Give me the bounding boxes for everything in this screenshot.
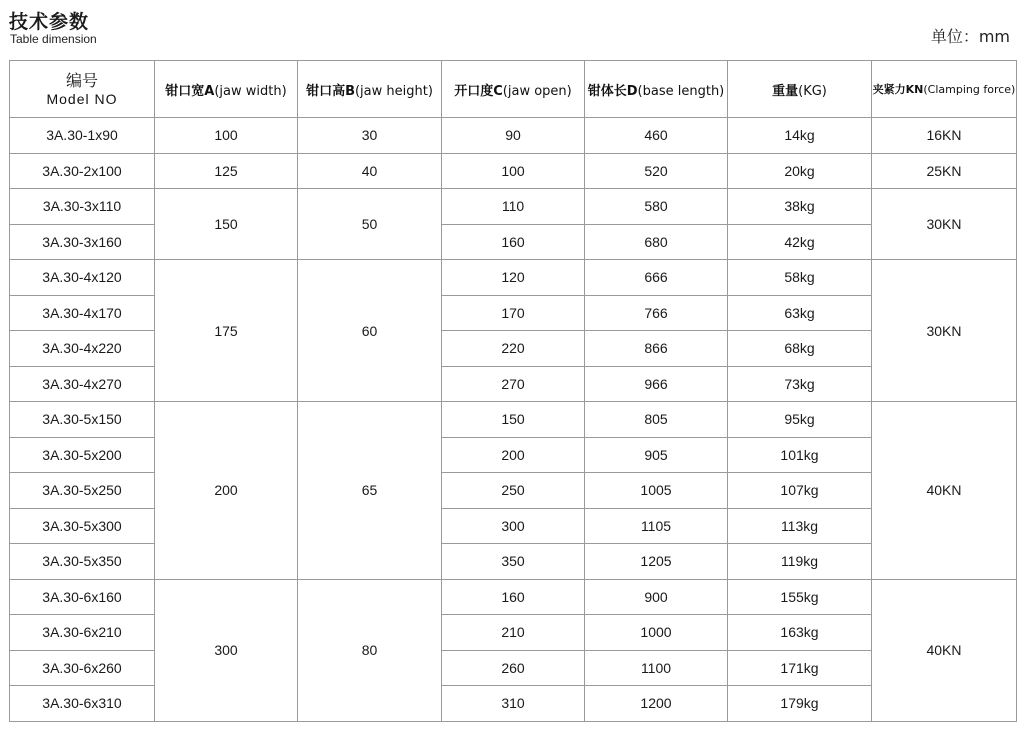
cell-jaw-open: 170 [442,295,585,331]
cell-jaw-open: 300 [442,508,585,544]
cell-weight: 171kg [728,650,872,686]
cell-model: 3A.30-4x220 [10,331,155,367]
col-header-jaw-open [442,61,585,118]
cell-clamping-force: 30KN [872,260,1017,402]
cell-base-length: 905 [585,437,728,473]
spec-table [9,60,1017,722]
cell-weight: 163kg [728,615,872,651]
cell-model: 3A.30-4x170 [10,295,155,331]
cell-weight: 63kg [728,295,872,331]
cell-base-length: 1200 [585,686,728,722]
cell-model: 3A.30-6x210 [10,615,155,651]
cell-jaw-height: 40 [298,153,442,189]
col-header-weight-cn: 重量 [772,83,799,99]
col-header-jaw-open-en: (jaw open) [502,83,572,99]
col-header-weight-en: (KG) [798,83,827,99]
cell-model: 3A.30-5x350 [10,544,155,580]
col-header-clamping-en: (Clamping force) [923,83,1016,96]
cell-base-length: 766 [585,295,728,331]
page-subtitle: Table dimension [10,32,97,46]
col-header-jaw-width-en: (jaw width) [214,83,287,99]
cell-jaw-open: 350 [442,544,585,580]
cell-base-length: 460 [585,118,728,154]
cell-base-length: 966 [585,366,728,402]
cell-base-length: 1100 [585,650,728,686]
cell-weight: 155kg [728,579,872,615]
cell-jaw-width: 175 [155,260,298,402]
cell-base-length: 866 [585,331,728,367]
table-header-row [10,61,1017,118]
col-header-clamping-force [872,61,1017,118]
cell-jaw-open: 120 [442,260,585,296]
cell-jaw-open: 250 [442,473,585,509]
cell-weight: 42kg [728,224,872,260]
cell-base-length: 900 [585,579,728,615]
cell-weight: 68kg [728,331,872,367]
cell-weight: 58kg [728,260,872,296]
table-row [10,118,1017,154]
cell-jaw-open: 150 [442,402,585,438]
col-header-jaw-width-cn: 钳口宽A [165,83,215,99]
cell-jaw-open: 160 [442,579,585,615]
col-header-model-en: Model NO [46,90,118,107]
table-row [10,260,1017,296]
cell-base-length: 580 [585,189,728,225]
col-header-jaw-height-cn: 钳口高B [306,83,355,99]
cell-jaw-width: 125 [155,153,298,189]
cell-jaw-open: 210 [442,615,585,651]
table-row [10,189,1017,225]
cell-base-length: 1000 [585,615,728,651]
cell-model: 3A.30-5x250 [10,473,155,509]
cell-jaw-height: 60 [298,260,442,402]
table-row [10,153,1017,189]
cell-jaw-open: 200 [442,437,585,473]
cell-base-length: 1005 [585,473,728,509]
cell-weight: 119kg [728,544,872,580]
cell-base-length: 680 [585,224,728,260]
cell-base-length: 1205 [585,544,728,580]
cell-jaw-open: 270 [442,366,585,402]
cell-model: 3A.30-4x120 [10,260,155,296]
cell-model: 3A.30-1x90 [10,118,155,154]
col-header-base-length-cn: 钳体长D [587,83,638,99]
col-header-model-cn: 编号 [65,70,98,90]
col-header-jaw-height [298,61,442,118]
cell-jaw-open: 90 [442,118,585,154]
cell-weight: 107kg [728,473,872,509]
cell-jaw-open: 220 [442,331,585,367]
cell-clamping-force: 40KN [872,579,1017,721]
table-row [10,579,1017,615]
cell-jaw-open: 110 [442,189,585,225]
cell-model: 3A.30-4x270 [10,366,155,402]
cell-jaw-open: 160 [442,224,585,260]
cell-model: 3A.30-6x310 [10,686,155,722]
cell-base-length: 1105 [585,508,728,544]
cell-jaw-width: 200 [155,402,298,580]
col-header-base-length [585,61,728,118]
cell-clamping-force: 30KN [872,189,1017,260]
cell-model: 3A.30-6x260 [10,650,155,686]
page-title: 技术参数 [9,11,90,33]
cell-weight: 113kg [728,508,872,544]
cell-jaw-height: 50 [298,189,442,260]
cell-jaw-open: 100 [442,153,585,189]
table-row [10,402,1017,438]
col-header-jaw-open-cn: 开口度C [454,83,503,99]
cell-weight: 101kg [728,437,872,473]
cell-model: 3A.30-3x110 [10,189,155,225]
col-header-weight [728,61,872,118]
col-header-jaw-width [155,61,298,118]
cell-jaw-height: 65 [298,402,442,580]
cell-model: 3A.30-5x200 [10,437,155,473]
cell-jaw-width: 100 [155,118,298,154]
cell-model: 3A.30-5x300 [10,508,155,544]
cell-base-length: 666 [585,260,728,296]
col-header-base-length-en: (base length) [637,83,725,99]
col-header-jaw-height-en: (jaw height) [354,83,433,99]
cell-jaw-width: 150 [155,189,298,260]
cell-clamping-force: 40KN [872,402,1017,580]
unit-label: 单位：mm [930,27,1010,46]
cell-weight: 95kg [728,402,872,438]
col-header-clamping-cn: 夹紧力KN [872,83,924,96]
cell-jaw-open: 260 [442,650,585,686]
cell-weight: 73kg [728,366,872,402]
cell-weight: 179kg [728,686,872,722]
cell-weight: 14kg [728,118,872,154]
cell-weight: 20kg [728,153,872,189]
cell-jaw-height: 30 [298,118,442,154]
cell-clamping-force: 16KN [872,118,1017,154]
col-header-model [10,61,155,118]
cell-jaw-open: 310 [442,686,585,722]
cell-model: 3A.30-5x150 [10,402,155,438]
cell-jaw-width: 300 [155,579,298,721]
cell-base-length: 805 [585,402,728,438]
cell-clamping-force: 25KN [872,153,1017,189]
cell-weight: 38kg [728,189,872,225]
cell-base-length: 520 [585,153,728,189]
cell-jaw-height: 80 [298,579,442,721]
cell-model: 3A.30-3x160 [10,224,155,260]
cell-model: 3A.30-2x100 [10,153,155,189]
cell-model: 3A.30-6x160 [10,579,155,615]
